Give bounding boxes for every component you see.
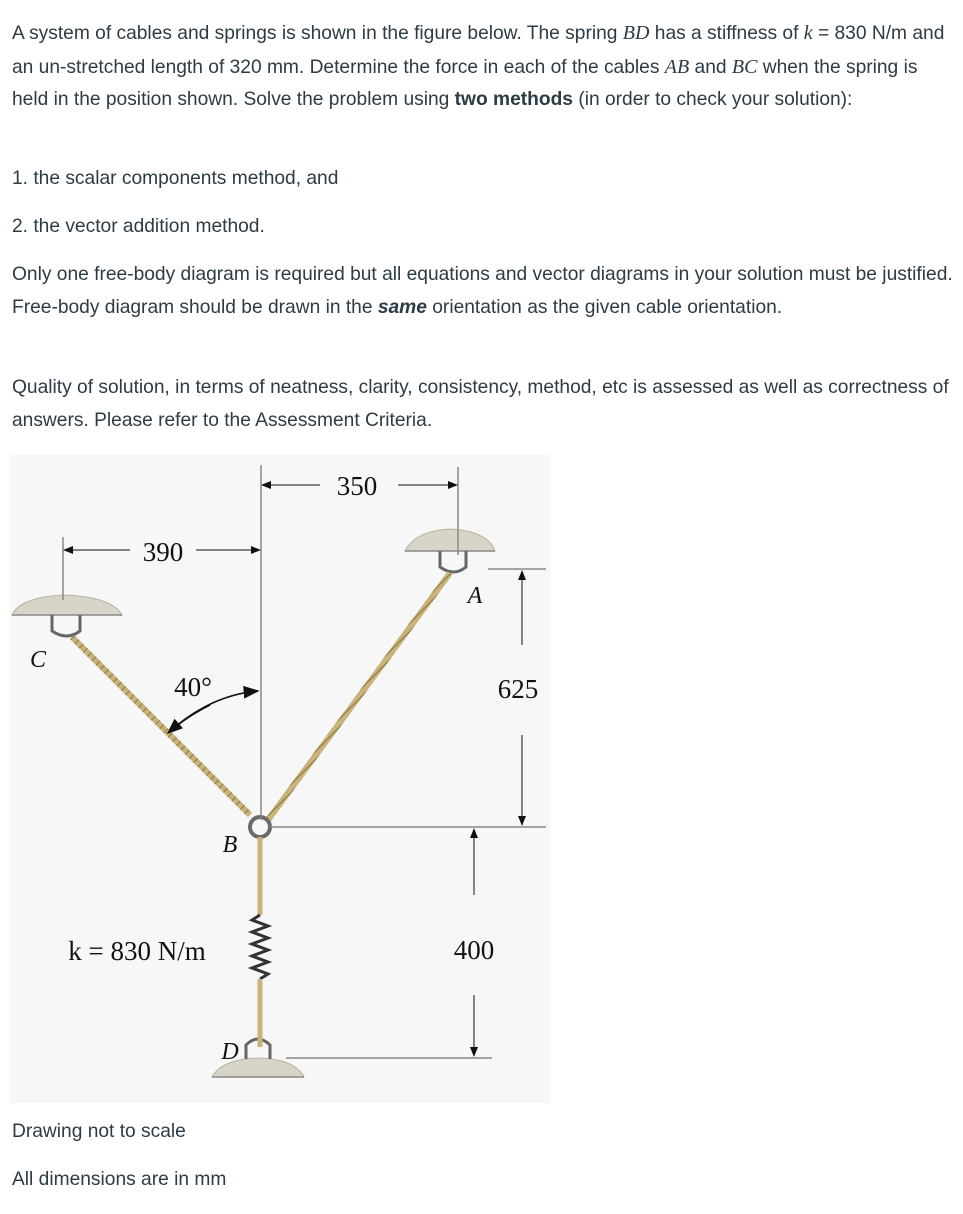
dim-625-label: 625	[497, 674, 539, 704]
figure-background	[10, 455, 550, 1103]
problem-statement: A system of cables and springs is shown in the figure below. The spring BD has a stiffness of k = 830 N/m and an un-stretched length of 320 mm. Determine the force in each of the cables AB and BC when the spring is held in the position shown. Solve the problem using two methods (in order to check your solution):	[12, 22, 945, 110]
label-d: D	[221, 1039, 239, 1065]
units-note: All dimensions are in mm	[12, 1169, 227, 1190]
assessment-note: Quality of solution, in terms of neatness, clarity, consistency, method, etc is assessed as well as correctness of answers. Please refer to the Assessment Criteria.	[12, 377, 949, 431]
method-2: 2. the vector addition method.	[12, 216, 265, 237]
method-1: 1. the scalar components method, and	[12, 168, 339, 189]
cable-spring-figure	[0, 455, 560, 1105]
dim-390-label: 390	[142, 537, 184, 567]
angle-label: 40°	[174, 672, 212, 702]
dim-400-label: 400	[453, 935, 495, 965]
label-b: B	[222, 832, 238, 858]
fbd-instructions: Only one free-body diagram is required but all equations and vector diagrams in your solution must be justified. Free-body diagram should be drawn in the same orientation as the given cable orientation.	[12, 264, 953, 318]
dim-350-label: 350	[336, 471, 378, 501]
label-c: C	[29, 647, 47, 673]
label-a: A	[467, 583, 483, 609]
scale-note: Drawing not to scale	[12, 1121, 186, 1142]
spring-stiffness-label: k = 830 N/m	[68, 936, 206, 966]
